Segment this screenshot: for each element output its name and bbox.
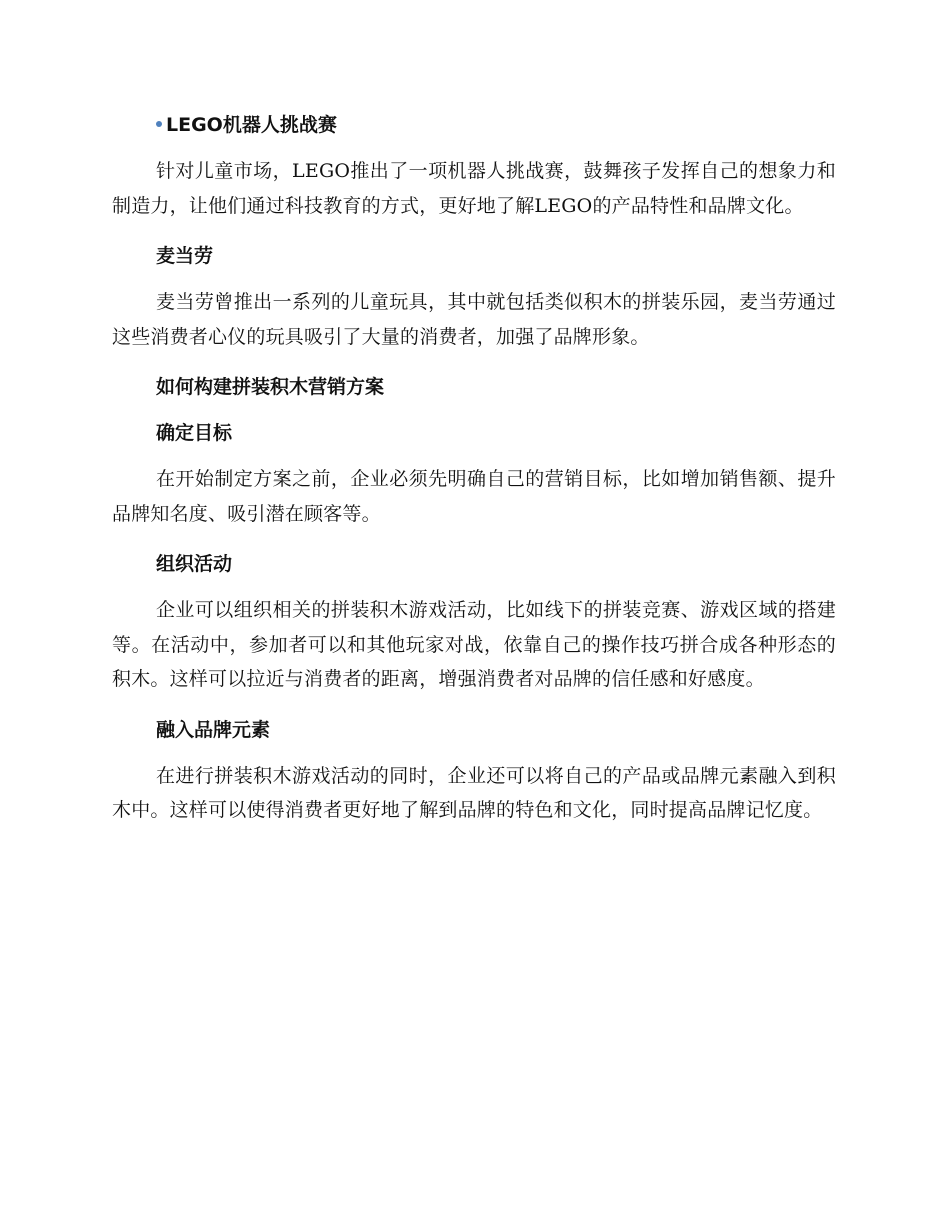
section-heading-set-goals: 确定目标: [156, 422, 233, 444]
section-paragraph-lego: 针对儿童市场，LEGO推出了一项机器人挑战赛，鼓舞孩子发挥自己的想象力和制造力，让他们通过科技教育的方式，更好地了解LEGO的产品特性和品牌文化。: [112, 160, 836, 217]
section-paragraph-mcdonalds: 麦当劳曾推出一系列的儿童玩具，其中就包括类似积木的拼装乐园，麦当劳通过这些消费者心仪的玩具吸引了大量的消费者，加强了品牌形象。: [112, 291, 836, 348]
section-paragraph-set-goals: 在开始制定方案之前，企业必须先明确自己的营销目标，比如增加销售额、提升品牌知名度、吸引潜在顾客等。: [112, 468, 836, 525]
section-heading-lego: [112, 110, 836, 140]
section-heading-mcdonalds: 麦当劳: [156, 245, 214, 267]
heading-text: LEGO机器人挑战赛: [166, 114, 337, 136]
section-heading-brand-elements: 融入品牌元素: [156, 718, 271, 741]
section-heading-how-to-build: 如何构建拼装积木营销方案: [156, 376, 385, 398]
section-paragraph-brand-elements: 在进行拼装积木游戏活动的同时，企业还可以将自己的产品或品牌元素融入到积木中。这样可以使得消费者更好地了解到品牌的特色和文化，同时提高品牌记忆度。: [112, 764, 836, 821]
bullet-icon: [156, 121, 162, 127]
document-body: [112, 110, 836, 846]
section-heading-organize-activities: 组织活动: [156, 553, 233, 575]
section-paragraph-organize-activities: 企业可以组织相关的拼装积木游戏活动，比如线下的拼装竞赛、游戏区域的搭建等。在活动中，参加者可以和其他玩家对战，依靠自己的操作技巧拼合成各种形态的积木。这样可以拉近与消费者的距离，增强消费者对品牌的信任感和好感度。: [112, 599, 836, 690]
